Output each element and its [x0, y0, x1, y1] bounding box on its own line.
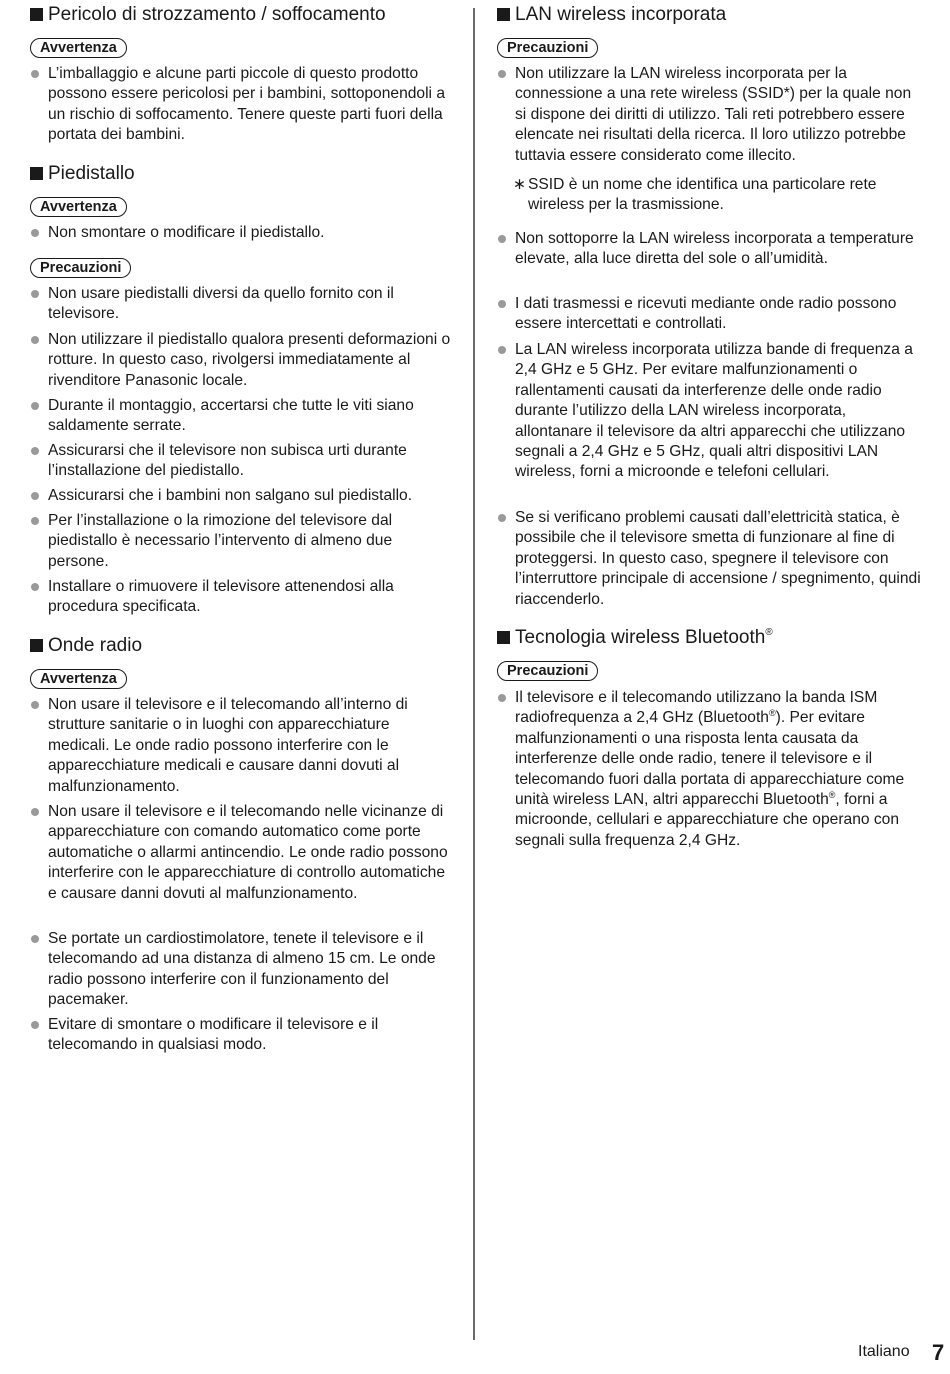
section-title-choking: Pericolo di strozzamento / soffocamento	[30, 4, 386, 26]
registered-mark: ®	[765, 627, 773, 638]
registered-mark: ®	[769, 708, 776, 719]
bullet-icon	[31, 70, 39, 78]
asterisk-icon: ∗	[513, 176, 527, 193]
list-item: Non sottoporre la LAN wireless incorporata a temperature elevate, alla luce diretta del sole o all’umidità.	[497, 229, 922, 270]
footnote: ∗ SSID è un nome che identifica una particolare rete wireless per la trasmissione.	[513, 176, 877, 214]
caution-badge: Precauzioni	[497, 661, 598, 681]
list-item: Assicurarsi che il televisore non subisca urti durante l’installazione del piedistallo.	[30, 441, 455, 482]
list-item: Non usare il televisore e il telecomando all’interno di strutture sanitarie o in luoghi con apparecchiature medicali. Le onde radio possono interferire con le apparecchiature medicali e causare danni dovuti al malfunzionamento.	[30, 695, 455, 797]
list-item: Non smontare o modificare il piedistallo.	[30, 223, 455, 243]
bullet-icon	[31, 492, 39, 500]
section-title-pedestal: Piedistallo	[30, 163, 135, 185]
bullet-icon	[31, 336, 39, 344]
list-item: Se si verificano problemi causati dall’elettricità statica, è possibile che il televisore smetta di funzionare al fine di proteggersi. In questo caso, spegnere il televisore con l’interruttore principale di accensione / spegnimento, quindi riaccenderlo.	[497, 508, 922, 610]
list-item: Non utilizzare il piedistallo qualora presenti deformazioni o rotture. In questo caso, rivolgersi immediatamente al rivenditore Panasonic locale.	[30, 330, 455, 391]
square-bullet-icon	[30, 8, 43, 21]
bullet-icon	[498, 70, 506, 78]
list-item: Assicurarsi che i bambini non salgano sul piedistallo.	[30, 486, 455, 506]
section-title-wireless-lan: LAN wireless incorporata	[497, 4, 726, 26]
bullet-icon	[31, 935, 39, 943]
bullet-icon	[31, 447, 39, 455]
bullet-icon	[498, 694, 506, 702]
square-bullet-icon	[497, 8, 510, 21]
list-item: Non usare piedistalli diversi da quello fornito con il televisore.	[30, 284, 455, 325]
bullet-icon	[31, 229, 39, 237]
footer-language: Italiano	[858, 1343, 910, 1360]
bullet-icon	[498, 346, 506, 354]
list-item: I dati trasmessi e ricevuti mediante onde radio possono essere intercettati e controllati.	[497, 294, 922, 335]
warning-badge: Avvertenza	[30, 669, 127, 689]
section-title-bluetooth: Tecnologia wireless Bluetooth®	[497, 627, 773, 649]
bullet-icon	[31, 583, 39, 591]
page-number: 7	[932, 1340, 945, 1365]
list-item: L’imballaggio e alcune parti piccole di questo prodotto possono essere pericolosi per i bambini, sottoponendoli a un rischio di soffocamento. Tenere queste parti fuori della portata dei bambini.	[30, 64, 455, 146]
list-item: La LAN wireless incorporata utilizza bande di frequenza a 2,4 GHz e 5 GHz. Per evitare malfunzionamenti o rallentamenti causati da interferenze delle onde radio durante l’utilizzo della LAN wireless incorporata, allontanare il televisore da altri apparecchi che utilizzano segnali a 2,4 GHz e 5 GHz, quali altri dispositivi LAN wireless, forni a microonde e telefoni cellulari.	[497, 340, 922, 483]
square-bullet-icon	[30, 639, 43, 652]
list-item: Evitare di smontare o modificare il televisore e il telecomando in qualsiasi modo.	[30, 1015, 455, 1056]
list-item: Installare o rimuovere il televisore attenendosi alla procedura specificata.	[30, 577, 455, 618]
registered-mark: ®	[828, 790, 836, 801]
bullet-icon	[31, 517, 39, 525]
column-divider	[473, 8, 475, 1340]
bullet-icon	[31, 1021, 39, 1029]
bullet-icon	[31, 808, 39, 816]
bullet-icon	[498, 514, 506, 522]
bullet-icon	[31, 701, 39, 709]
list-item: Non utilizzare la LAN wireless incorporata per la connessione a una rete wireless (SSID*) per la quale non si dispone dei diritti di utilizzo. Tali reti potrebbero essere elencate nei risultati della ricerca. Il loro utilizzo potrebbe tuttavia essere considerato come illecito.	[497, 64, 922, 166]
section-title-radio: Onde radio	[30, 635, 142, 657]
warning-badge: Avvertenza	[30, 38, 127, 58]
bullet-icon	[498, 300, 506, 308]
bullet-icon	[31, 290, 39, 298]
bullet-icon	[31, 402, 39, 410]
square-bullet-icon	[497, 631, 510, 644]
bullet-icon	[498, 235, 506, 243]
square-bullet-icon	[30, 167, 43, 180]
list-item: Durante il montaggio, accertarsi che tutte le viti siano saldamente serrate.	[30, 396, 455, 437]
list-item: Non usare il televisore e il telecomando nelle vicinanze di apparecchiature con comando automatico come porte automatiche o allarmi antincendio. Le onde radio possono interferire con le apparecchiature di controllo automatiche e causare danni dovuti al malfunzionamento.	[30, 802, 455, 904]
list-item: Il televisore e il telecomando utilizzano la banda ISM radiofrequenza a 2,4 GHz (Bluetooth®). Per evitare malfunzionamenti o una risposta lenta causata da interferenze delle onde radio, tenere il televisore e il telecomando fuori dalla portata di apparecchiature come unità wireless LAN, altri apparecchi Bluetooth®, forni a microonde, cellulari e apparecchiature che operano con segnali sulla frequenza 2,4 GHz.	[497, 688, 922, 851]
list-item: Per l’installazione o la rimozione del televisore dal piedistallo è necessario l’intervento di almeno due persone.	[30, 511, 455, 572]
list-item: Se portate un cardiostimolatore, tenete il televisore e il telecomando ad una distanza di almeno 15 cm. Le onde radio possono interferire con il funzionamento del pacemaker.	[30, 929, 455, 1011]
caution-badge: Precauzioni	[497, 38, 598, 58]
caution-badge: Precauzioni	[30, 258, 131, 278]
warning-badge: Avvertenza	[30, 197, 127, 217]
